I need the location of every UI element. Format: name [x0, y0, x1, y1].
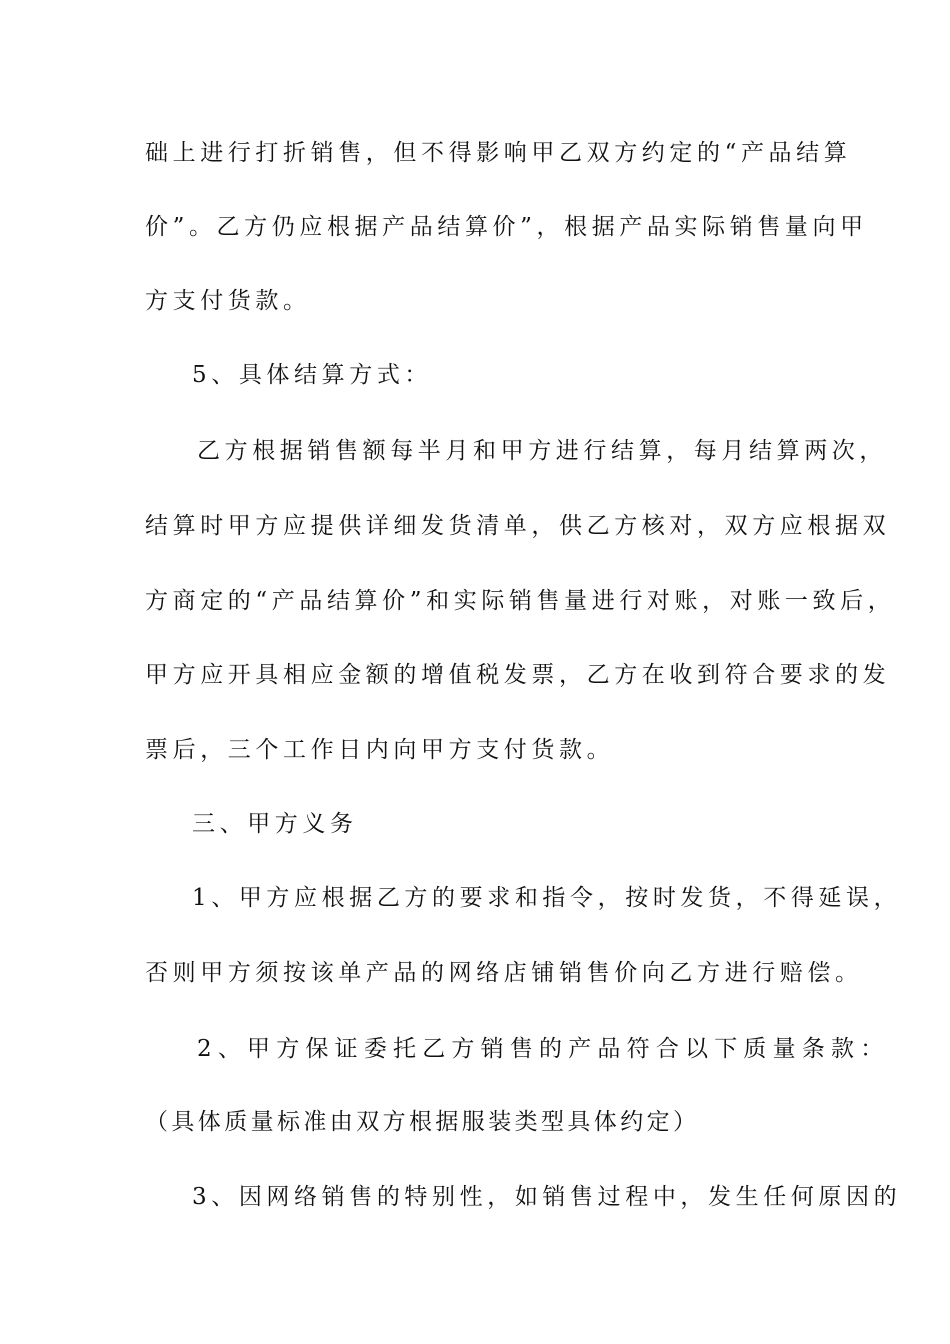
paragraph-line: 础上进行打折销售，但不得影响甲乙双方约定的“产品结算	[145, 140, 852, 166]
paragraph-line: 1、甲方应根据乙方的要求和指令，按时发货，不得延误，	[192, 885, 902, 911]
paragraph-line: 方商定的“产品结算价”和实际销售量进行对账，对账一致后，	[145, 588, 896, 614]
paragraph-line: （具体质量标准由双方根据服装类型具体约定）	[145, 1109, 700, 1135]
paragraph-line: 3、因网络销售的特别性，如销售过程中，发生任何原因的	[192, 1184, 902, 1210]
section-heading: 5、具体结算方式：	[192, 362, 433, 388]
paragraph-line: 乙方根据销售额每半月和甲方进行结算，每月结算两次，	[197, 438, 887, 464]
section-heading: 三、甲方义务	[192, 811, 358, 837]
paragraph-line: 结算时甲方应提供详细发货清单，供乙方核对，双方应根据双	[145, 513, 891, 539]
paragraph-line: 甲方应开具相应金额的增值税发票，乙方在收到符合要求的发	[145, 662, 891, 688]
paragraph-line: 否则甲方须按该单产品的网络店铺销售价向乙方进行赔偿。	[145, 960, 863, 986]
paragraph-line: 价”。乙方仍应根据产品结算价”，根据产品实际销售量向甲	[145, 214, 868, 240]
paragraph-line: 2、甲方保证委托乙方销售的产品符合以下质量条款：	[197, 1036, 890, 1062]
paragraph-line: 票后，三个工作日内向甲方支付货款。	[145, 737, 615, 763]
paragraph-line: 方支付货款。	[145, 288, 311, 314]
